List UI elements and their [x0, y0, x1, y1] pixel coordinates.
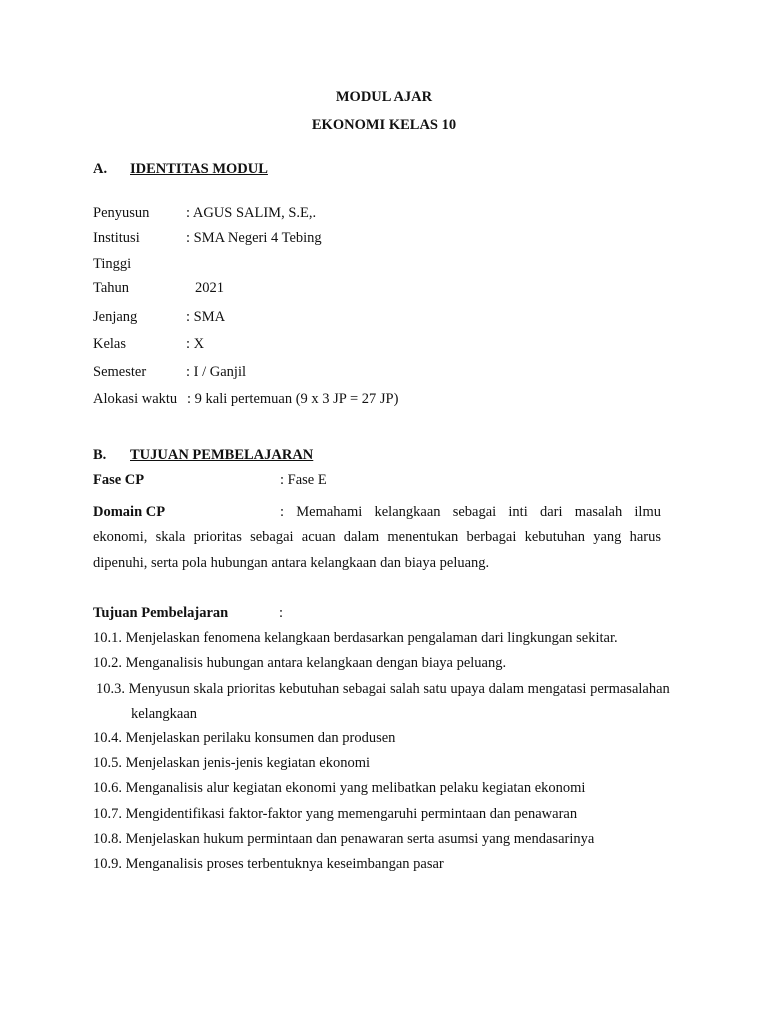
- objective-item: 10.7. Mengidentifikasi faktor-faktor yang memengaruhi permintaan dan penawaran: [93, 806, 578, 822]
- field-value-institusi: : SMA Negeri 4 Tebing: [186, 230, 322, 246]
- objective-item: 10.6. Menganalisis alur kegiatan ekonomi yang melibatkan pelaku kegiatan ekonomi: [93, 780, 586, 796]
- field-value-semester: : I / Ganjil: [186, 364, 247, 380]
- objective-item: 10.2. Menganalisis hubungan antara kelangkaan dengan biaya peluang.: [93, 655, 507, 671]
- objective-item-continuation: kelangkaan: [131, 706, 198, 722]
- field-value-kelas: : X: [186, 336, 205, 352]
- objective-item: 10.8. Menjelaskan hukum permintaan dan penawaran serta asumsi yang mendasarinya: [93, 831, 595, 847]
- tujuan-pembelajaran-colon: :: [279, 605, 284, 621]
- field-label-tahun: Tahun: [93, 280, 130, 296]
- field-value-alokasi: : 9 kali pertemuan (9 x 3 JP = 27 JP): [187, 391, 399, 407]
- tujuan-pembelajaran-label: Tujuan Pembelajaran: [93, 605, 229, 621]
- objective-item: 10.1. Menjelaskan fenomena kelangkaan berdasarkan pengalaman dari lingkungan sekitar.: [93, 630, 618, 646]
- objective-item: 10.3. Menyusun skala prioritas kebutuhan sebagai salah satu upaya dalam mengatasi permasalahan: [96, 681, 670, 697]
- field-label-jenjang: Jenjang: [93, 309, 138, 325]
- fase-cp-value: : Fase E: [280, 472, 327, 488]
- document-title: MODUL AJAR: [335, 89, 433, 105]
- document-subtitle: EKONOMI KELAS 10: [311, 117, 457, 133]
- field-label-tinggi: Tinggi: [93, 256, 132, 272]
- objective-item: 10.5. Menjelaskan jenis-jenis kegiatan ekonomi: [93, 755, 371, 771]
- field-label-penyusun: Penyusun: [93, 205, 150, 221]
- field-label-semester: Semester: [93, 364, 147, 380]
- domain-cp-label: Domain CP: [93, 504, 166, 520]
- section-a-heading: IDENTITAS MODUL: [130, 161, 268, 177]
- domain-cp-line-3: dipenuhi, serta pola hubungan antara kelangkaan dan biaya peluang.: [93, 555, 490, 571]
- section-b-letter: B.: [93, 447, 107, 463]
- field-value-penyusun: : AGUS SALIM, S.E,.: [186, 205, 317, 221]
- field-label-kelas: Kelas: [93, 336, 127, 352]
- field-label-institusi: Institusi: [93, 230, 140, 246]
- field-label-alokasi: Alokasi waktu: [93, 391, 178, 407]
- objective-item: 10.4. Menjelaskan perilaku konsumen dan produsen: [93, 730, 396, 746]
- domain-cp-line-1: : Memahami kelangkaan sebagai inti dari masalah ilmu: [280, 504, 661, 520]
- objective-item: 10.9. Menganalisis proses terbentuknya keseimbangan pasar: [93, 856, 444, 872]
- section-a-letter: A.: [93, 161, 108, 177]
- fase-cp-label: Fase CP: [93, 472, 145, 488]
- field-value-tahun: 2021: [195, 280, 224, 296]
- section-b-heading: TUJUAN PEMBELAJARAN: [130, 447, 314, 463]
- field-value-jenjang: : SMA: [186, 309, 226, 325]
- domain-cp-line-2: ekonomi, skala prioritas sebagai acuan dalam menentukan berbagai kebutuhan yang harus: [93, 529, 661, 545]
